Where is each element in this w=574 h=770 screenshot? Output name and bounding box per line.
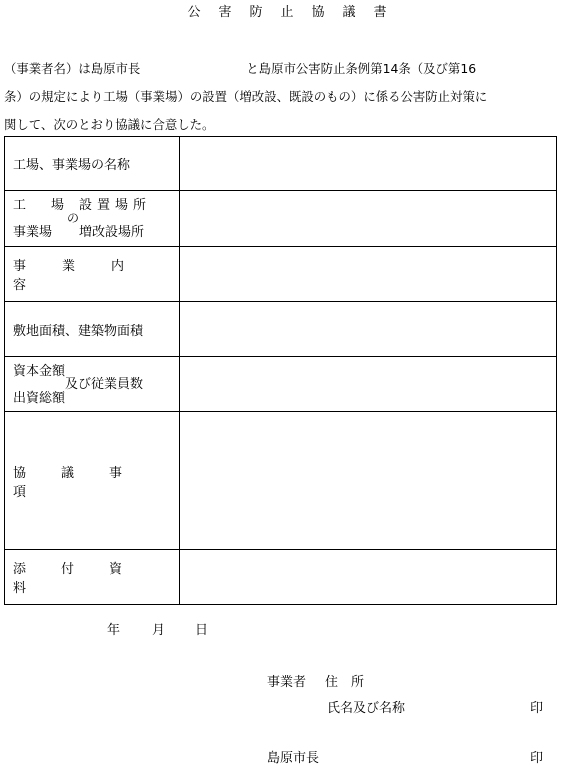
seal-mark-business: 印 [530, 701, 544, 716]
label-employees: 及び従業員数 [65, 377, 144, 392]
label-install-location: 設置場所 [79, 198, 152, 213]
address-label: 住 所 [325, 675, 365, 690]
name-label: 氏名及び名称 [327, 701, 406, 716]
intro-line-3: 関して、次のとおり協議に合意した。 [4, 117, 215, 132]
label-business-site: 事業場 [13, 225, 53, 240]
label-capital-block [5, 357, 179, 411]
value-cell-capital[interactable] [180, 357, 557, 412]
value-cell-site-area[interactable] [180, 302, 557, 357]
value-cell-business-content[interactable] [180, 247, 557, 302]
table-row [5, 550, 557, 605]
intro-line-1-start: （事業者名）は島原市長 [4, 61, 141, 76]
table-row [5, 357, 557, 412]
table-row [5, 247, 557, 302]
date-year: 年 [107, 623, 121, 638]
table-row [5, 137, 557, 191]
business-label: 事業者 [267, 675, 307, 690]
intro-line-1 [4, 55, 570, 83]
table-row [5, 191, 557, 247]
label-agreement-items: 協議事項 [13, 465, 158, 500]
value-cell-location[interactable] [180, 191, 557, 247]
label-site-area: 敷地面積、建築物面積 [13, 323, 144, 339]
mayor-label: 島原市長 [267, 751, 320, 766]
label-expansion-location: 増改設場所 [79, 225, 145, 240]
label-cell [5, 550, 180, 605]
agreement-form-table [4, 136, 557, 605]
label-cell [5, 137, 180, 191]
intro-line-1-end: と島原市公害防止条例第14条（及び第16 [246, 61, 477, 76]
label-facility-name: 工場、事業場の名称 [13, 158, 131, 173]
label-cell [5, 191, 180, 247]
intro-paragraph [4, 55, 570, 139]
label-business-content: 事業内容 [13, 259, 161, 293]
label-investment-total: 出資総額 [13, 391, 66, 406]
label-capital-amount: 資本金額 [13, 364, 66, 379]
seal-mark-mayor: 印 [530, 751, 544, 766]
intro-line-2: 条）の規定により工場（事業場）の設置（増改設、既設のもの）に係る公害防止対策に [4, 89, 488, 104]
label-factory: 工 場 [13, 198, 71, 213]
table-row [5, 302, 557, 357]
date-month: 月 [152, 623, 166, 638]
label-connector-no: の [67, 211, 80, 225]
label-attachments: 添付資料 [13, 562, 158, 596]
table-row [5, 412, 557, 550]
label-cell [5, 302, 180, 357]
document-title: 公害防止協議書 [187, 5, 405, 20]
label-cell [5, 247, 180, 302]
date-day: 日 [195, 623, 209, 638]
value-cell-facility-name[interactable] [180, 137, 557, 191]
value-cell-agreement-items[interactable] [180, 412, 557, 550]
label-cell [5, 412, 180, 550]
label-location-block [5, 191, 179, 246]
value-cell-attachments[interactable] [180, 550, 557, 605]
label-cell [5, 357, 180, 412]
